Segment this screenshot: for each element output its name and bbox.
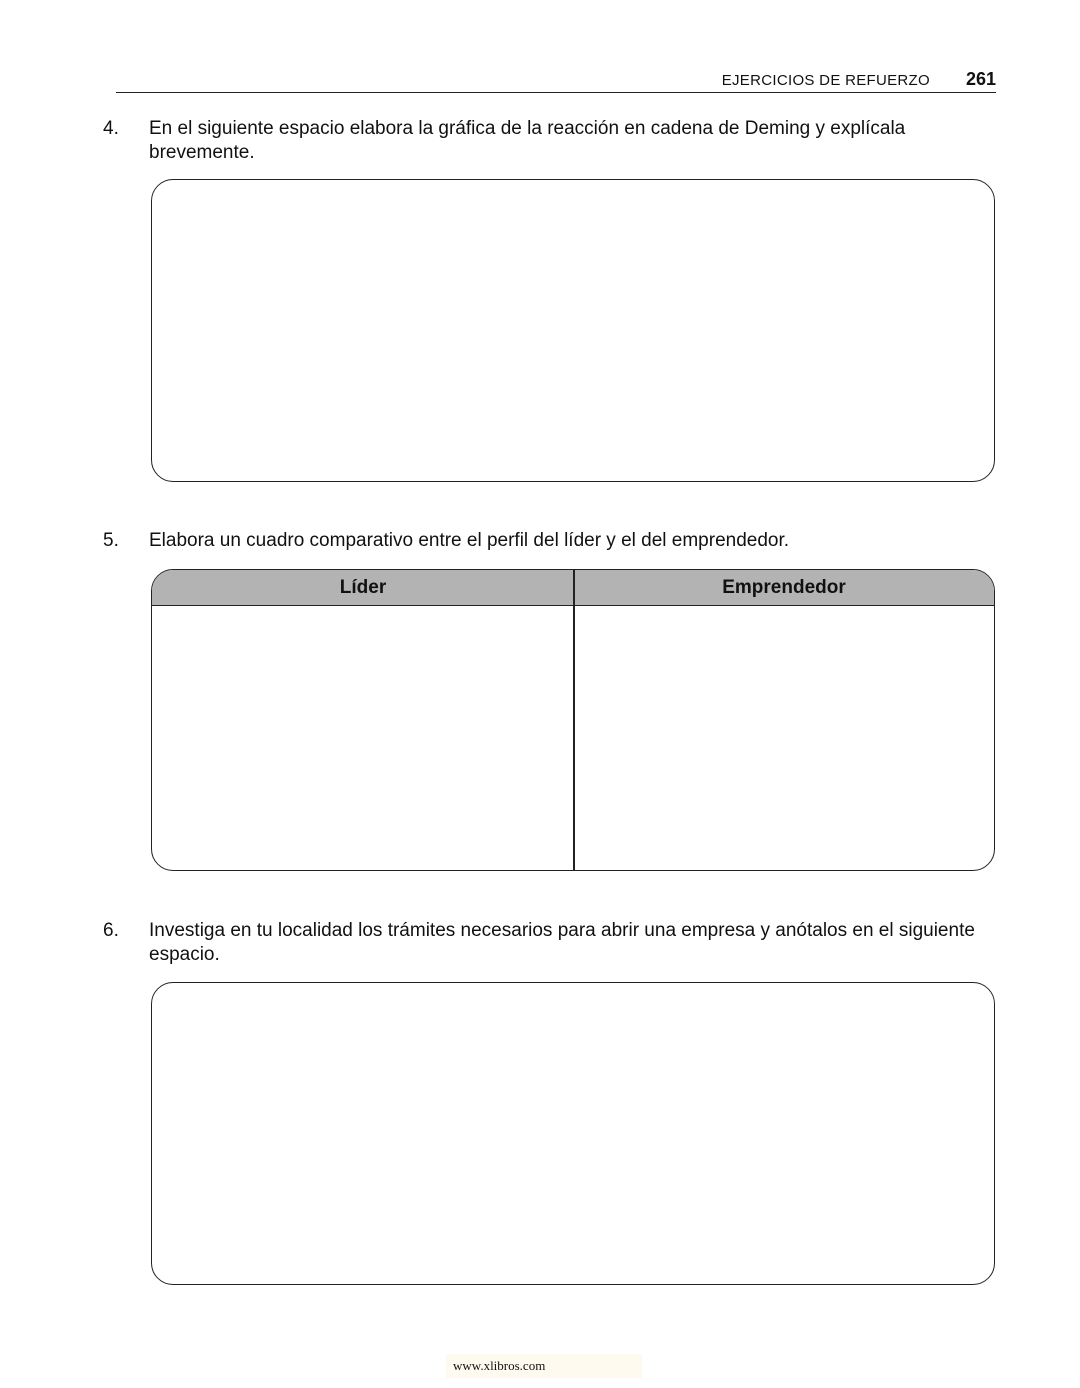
question-number: 5. [103,530,119,551]
page-number: 261 [965,69,996,89]
question-text: En el siguiente espacio elabora la gráfica de la reacción en cadena de Deming y explícala brevemente. [149,118,906,163]
answer-cell-lider[interactable] [152,606,573,870]
column-header-emprendedor: Emprendedor [722,577,846,598]
footer-watermark: www.xlibros.com [446,1354,642,1378]
answer-box-question-4[interactable] [151,179,995,482]
page-header [116,70,996,93]
question-5 [103,529,1009,553]
question-number: 6. [103,920,119,941]
answer-box-question-6[interactable] [151,982,995,1285]
comparison-table [151,569,995,871]
answer-cell-emprendedor[interactable] [575,606,994,870]
question-text: Investiga en tu localidad los trámites necesarios para abrir una empresa y anótalos en el siguiente espacio. [149,920,975,965]
question-4 [103,117,1009,165]
column-header-lider: Líder [339,577,387,598]
question-text: Elabora un cuadro comparativo entre el perfil del líder y el del emprendedor. [149,530,790,551]
question-6 [103,919,1029,967]
section-title: EJERCICIOS DE REFUERZO [721,72,930,89]
question-number: 4. [103,118,119,139]
